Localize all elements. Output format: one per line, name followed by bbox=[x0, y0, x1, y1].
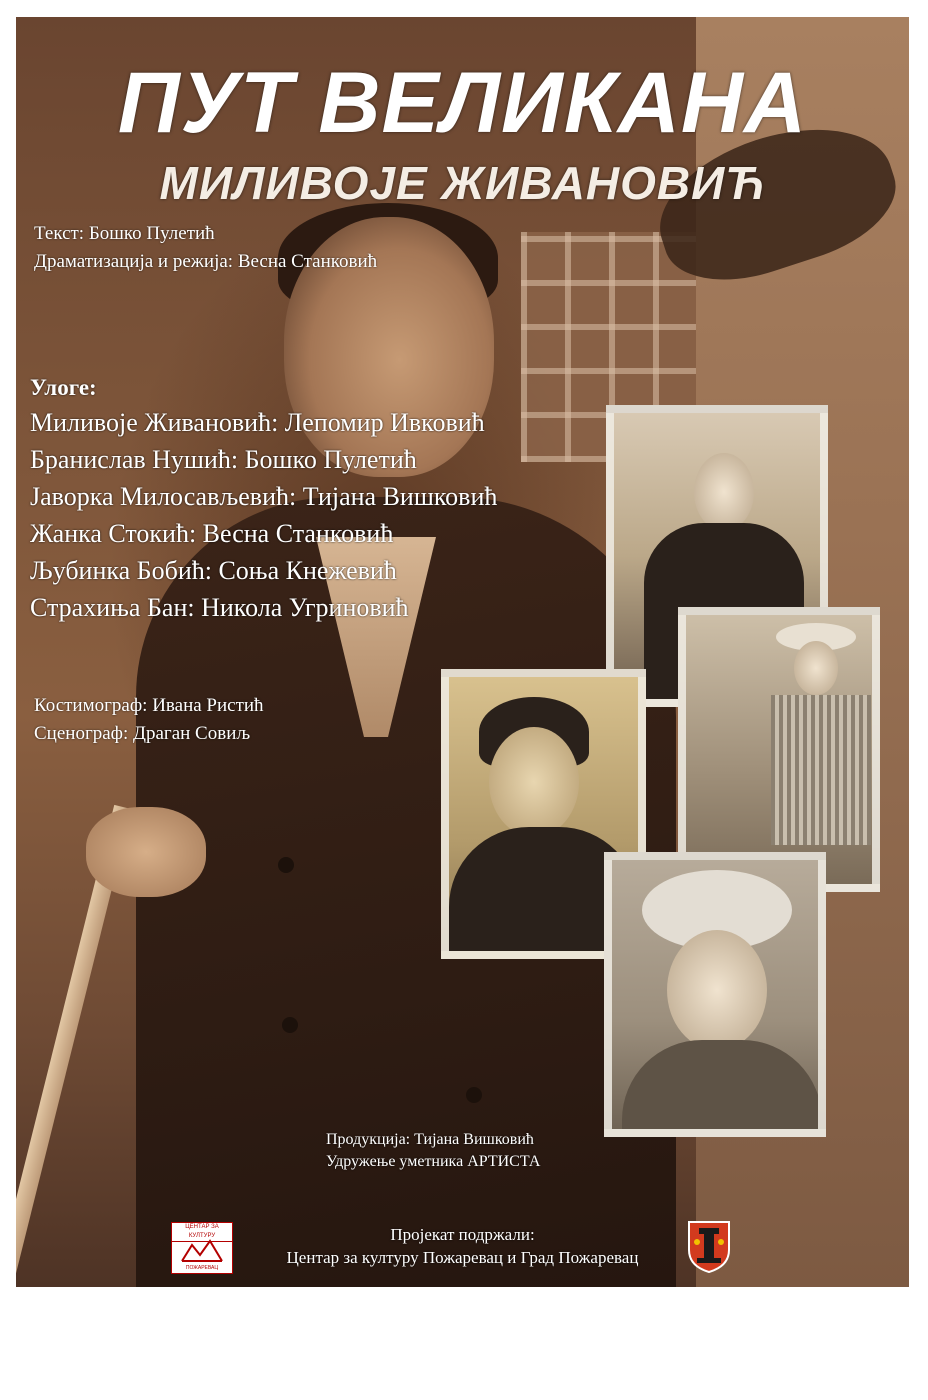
photo-face bbox=[667, 930, 767, 1050]
role-item: Жанка Стокић: Весна Станковић bbox=[30, 519, 394, 548]
portrait-hand bbox=[86, 807, 206, 897]
role-item: Љубинка Бобић: Соња Кнежевић bbox=[30, 556, 397, 585]
poster-title: ПУТ ВЕЛИКАНА bbox=[117, 55, 808, 151]
photo-face bbox=[489, 727, 579, 837]
poster bbox=[16, 17, 909, 1287]
role-item: Бранислав Нушић: Бошко Пулетић bbox=[30, 445, 417, 474]
credit-text: Текст: Бошко Пулетић bbox=[34, 223, 215, 244]
production-credits bbox=[326, 1129, 540, 1173]
role-item: Миливоје Живановић: Лепомир Ивковић bbox=[30, 408, 485, 437]
support-institutions: Центар за културу Пожаревац и Град Пожаревац bbox=[286, 1248, 639, 1267]
culture-center-logo bbox=[171, 1222, 233, 1274]
credit-direction: Драматизација и режија: Весна Станковић bbox=[34, 251, 378, 272]
photo-dress bbox=[771, 695, 871, 845]
photo-face bbox=[794, 641, 838, 695]
role-item: Јаворка Милосављевић: Тијана Вишковић bbox=[30, 482, 498, 511]
logo-top-text: ЦЕНТАР ЗА КУЛТУРУ bbox=[172, 1223, 232, 1242]
roles-heading: Улоге: bbox=[30, 375, 97, 400]
photo-dress bbox=[622, 1040, 822, 1137]
coat-button bbox=[466, 1087, 482, 1103]
support-heading: Пројекат подржали: bbox=[390, 1225, 535, 1244]
production-organization: Удружење уметника АРТИСТА bbox=[326, 1153, 541, 1170]
role-item: Страхиња Бан: Никола Угриновић bbox=[30, 593, 409, 622]
roles-list bbox=[30, 372, 497, 626]
credit-costume: Костимограф: Ивана Ристић bbox=[34, 695, 264, 716]
production-name: Продукција: Тијана Вишковић bbox=[326, 1131, 534, 1148]
inset-photo-woman-with-dog bbox=[678, 607, 880, 892]
poster-subtitle: МИЛИВОЈЕ ЖИВАНОВИЋ bbox=[159, 157, 766, 209]
credit-scenography: Сценограф: Драган Совиљ bbox=[34, 723, 251, 744]
logo-bottom-text: ПОЖАРЕВАЦ bbox=[185, 1265, 219, 1271]
coat-button bbox=[282, 1017, 298, 1033]
photo-face bbox=[694, 453, 754, 531]
logo-building-icon bbox=[180, 1237, 224, 1263]
inset-photo-woman-smiling bbox=[604, 852, 826, 1137]
city-crest-icon bbox=[687, 1220, 731, 1274]
coat-button bbox=[278, 857, 294, 873]
support-credits bbox=[16, 1223, 909, 1269]
